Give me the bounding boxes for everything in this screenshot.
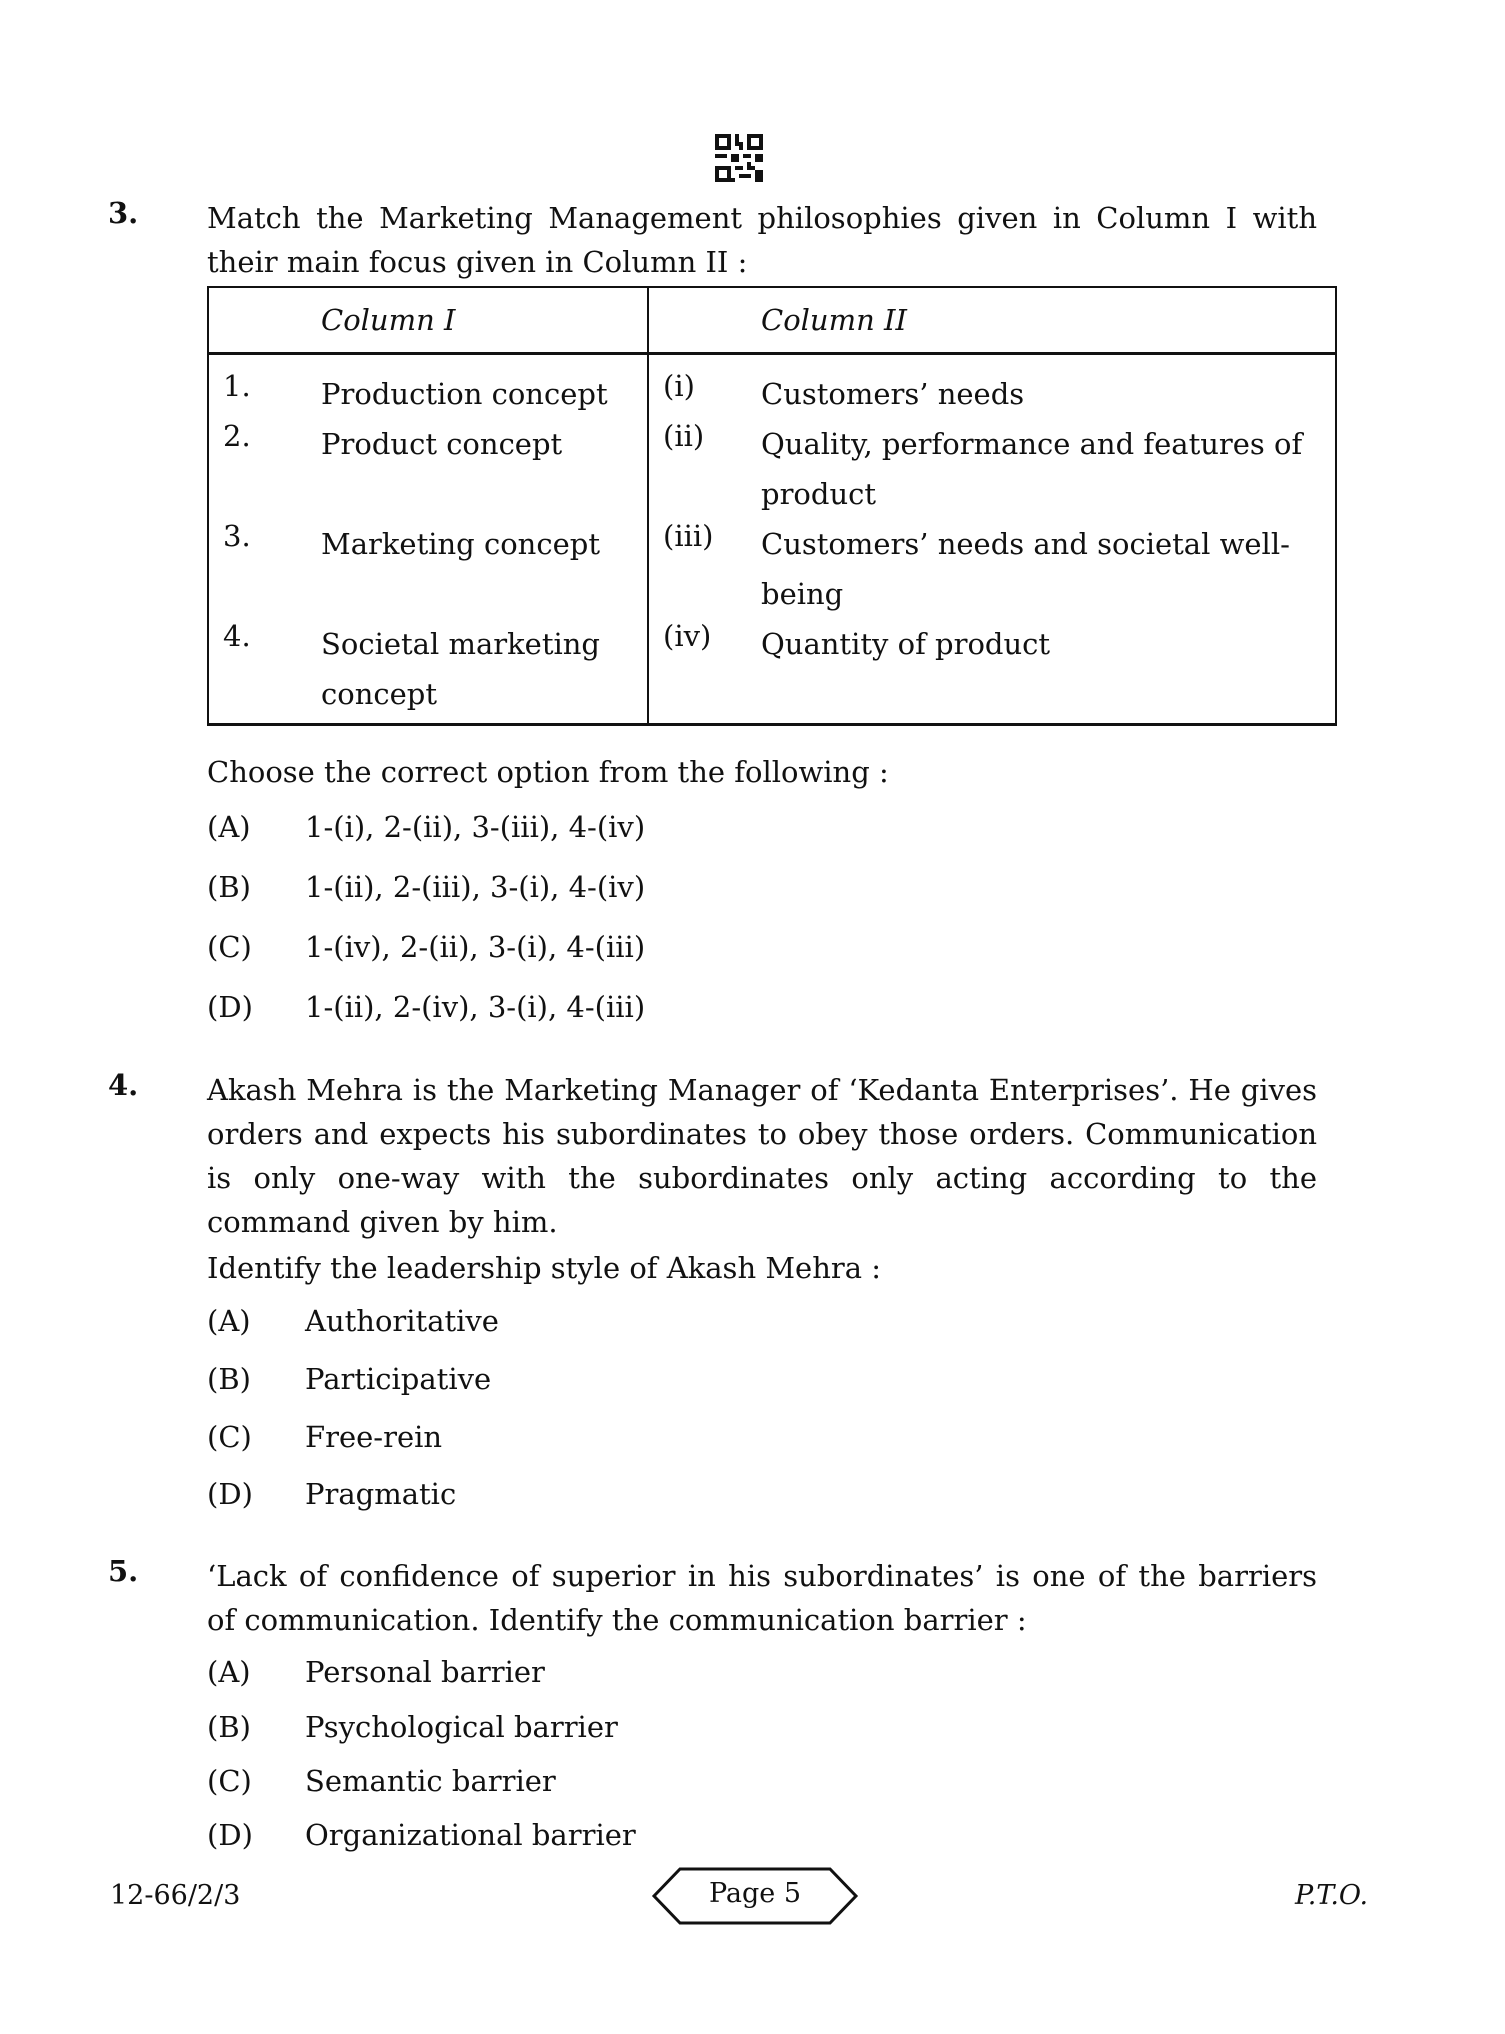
question-number: 4. xyxy=(108,1068,139,1102)
option-label: (B) xyxy=(207,1710,251,1744)
question-number: 5. xyxy=(108,1554,139,1588)
row-number: (ii) xyxy=(663,419,705,453)
option-text: Pragmatic xyxy=(305,1477,457,1511)
option-label: (A) xyxy=(207,1655,251,1689)
option-text: Personal barrier xyxy=(305,1655,545,1689)
option-label: (A) xyxy=(207,1304,251,1338)
option-text: Psychological barrier xyxy=(305,1710,618,1744)
row-text: Societal marketing concept xyxy=(321,627,600,711)
option-text: Organizational barrier xyxy=(305,1818,636,1852)
pto-label: P.T.O. xyxy=(1295,1880,1369,1911)
option-label: (D) xyxy=(207,1818,253,1852)
question-text: Akash Mehra is the Marketing Manager of ‘Kedanta Enterprises’. He gives orders and expects his subordinates to obey those orders. Communication is only one-way with the subordinates only acting according to the command given by him. xyxy=(207,1073,1317,1239)
row-number: 2. xyxy=(223,419,251,453)
row-number: 4. xyxy=(223,619,251,653)
row-text: Product concept xyxy=(321,427,563,461)
question-text: Match the Marketing Management philosophies given in Column I with their main focus given in Column II : xyxy=(207,201,1317,279)
option-text: 1-(i), 2-(ii), 3-(iii), 4-(iv) xyxy=(305,810,646,844)
page-number: Page 5 xyxy=(708,1878,802,1909)
qr-code-icon xyxy=(715,134,763,182)
paper-code: 12-66/2/3 xyxy=(110,1880,241,1911)
column-header: Column II xyxy=(761,303,907,337)
option-label: (C) xyxy=(207,930,252,964)
option-label: (C) xyxy=(207,1764,252,1798)
table-row xyxy=(208,419,1336,519)
table-row xyxy=(208,354,1336,420)
match-table xyxy=(207,286,1337,726)
option-text: Participative xyxy=(305,1362,492,1396)
option-label: (D) xyxy=(207,1477,253,1511)
page-badge xyxy=(650,1866,860,1926)
option-label: (C) xyxy=(207,1420,252,1454)
question-prompt: Identify the leadership style of Akash Mehra : xyxy=(207,1251,882,1285)
option-text: 1-(ii), 2-(iii), 3-(i), 4-(iv) xyxy=(305,870,646,904)
row-text: Production concept xyxy=(321,377,608,411)
table-row xyxy=(208,519,1336,619)
row-text: Marketing concept xyxy=(321,527,600,561)
row-number: 1. xyxy=(223,369,251,403)
question-prompt: Choose the correct option from the following : xyxy=(207,755,889,789)
column-header: Column I xyxy=(321,303,456,337)
row-text: Quality, performance and features of product xyxy=(761,427,1303,511)
row-text: Customers’ needs xyxy=(761,377,1025,411)
option-label: (B) xyxy=(207,870,251,904)
row-number: 3. xyxy=(223,519,251,553)
row-text: Customers’ needs and societal well-being xyxy=(761,527,1290,611)
question-text: ‘Lack of confidence of superior in his subordinates’ is one of the barriers of communication. Identify the communication barrier : xyxy=(207,1559,1317,1637)
row-number: (iii) xyxy=(663,519,714,553)
table-header-row xyxy=(208,287,1336,354)
option-text: 1-(ii), 2-(iv), 3-(i), 4-(iii) xyxy=(305,990,646,1024)
option-label: (A) xyxy=(207,810,251,844)
option-text: 1-(iv), 2-(ii), 3-(i), 4-(iii) xyxy=(305,930,646,964)
question-number: 3. xyxy=(108,196,139,230)
option-text: Free-rein xyxy=(305,1420,443,1454)
row-number: (iv) xyxy=(663,619,712,653)
row-text: Quantity of product xyxy=(761,627,1051,661)
option-label: (B) xyxy=(207,1362,251,1396)
option-label: (D) xyxy=(207,990,253,1024)
row-number: (i) xyxy=(663,369,695,403)
option-text: Authoritative xyxy=(305,1304,499,1338)
table-row xyxy=(208,619,1336,725)
option-text: Semantic barrier xyxy=(305,1764,556,1798)
